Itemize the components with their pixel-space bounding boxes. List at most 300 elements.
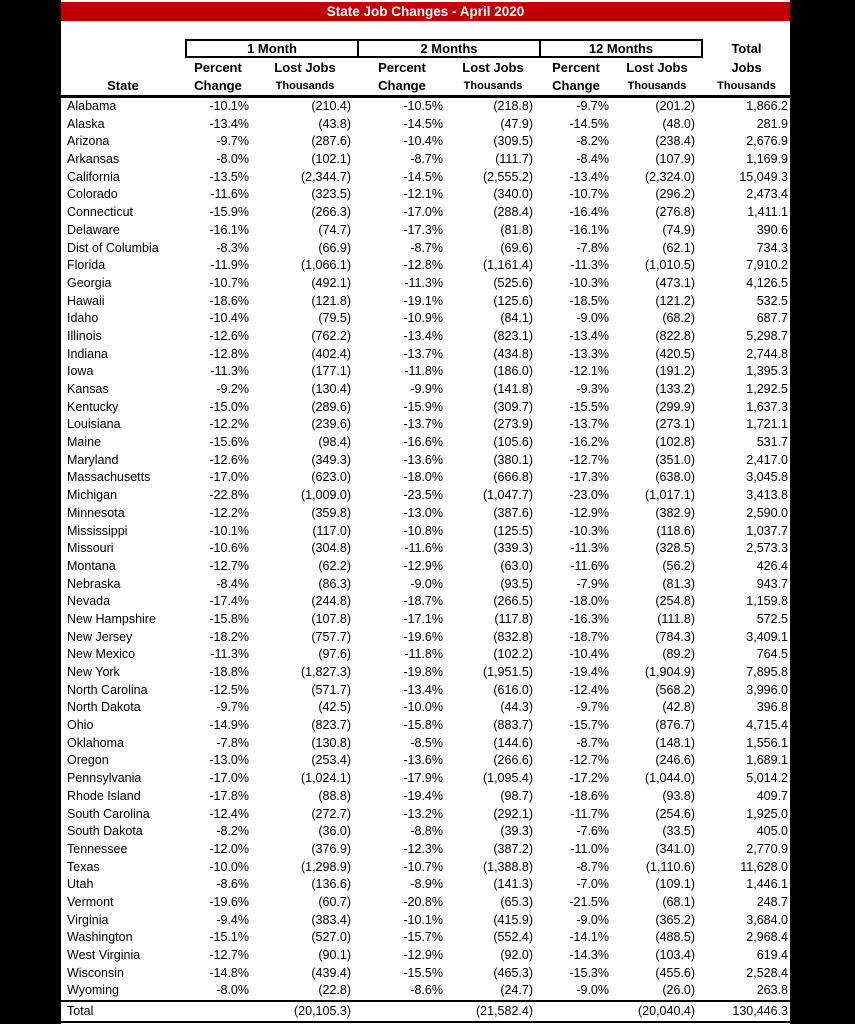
value-cell: -19.8% [403, 665, 443, 679]
value-cell: (304.8) [311, 541, 351, 556]
state-name: Kansas [67, 382, 109, 396]
value-cell: -16.3% [569, 611, 609, 626]
value-cell: 532.5 [756, 293, 788, 308]
value-cell: -7.6% [576, 824, 609, 839]
value-cell: (97.6) [318, 647, 351, 662]
table-row [61, 169, 790, 187]
value-cell: -11.3% [404, 275, 443, 290]
value-cell: (118.6) [656, 523, 695, 538]
value-cell: (822.8) [655, 328, 695, 343]
value-cell: -20.8% [403, 894, 443, 909]
value-cell: (117.0) [312, 523, 351, 538]
state-name: Pennsylvania [67, 771, 142, 786]
value-cell: -12.8% [403, 258, 443, 273]
value-cell: -21.5% [569, 894, 609, 909]
value-cell: 619.4 [756, 948, 788, 962]
value-cell: (89.2) [662, 647, 695, 662]
value-cell: -18.2% [209, 629, 249, 644]
value-cell: -11.3% [570, 541, 609, 556]
value-cell: 11,628.0 [740, 859, 788, 874]
table-row [61, 540, 790, 558]
value-cell: (68.1) [662, 894, 695, 909]
value-cell: 4,126.5 [746, 275, 788, 290]
value-cell: (876.7) [655, 718, 695, 733]
value-cell: (191.2) [655, 364, 695, 379]
value-cell: (273.9) [493, 417, 533, 432]
value-cell: -12.6% [209, 452, 249, 467]
value-cell: (439.4) [311, 965, 351, 980]
value-cell: 7,910.2 [746, 258, 788, 273]
value-cell: 1,866.2 [746, 99, 788, 113]
value-cell: -12.1% [569, 364, 609, 379]
table-row [61, 275, 790, 293]
value-cell: -17.0% [403, 205, 443, 220]
table-row [61, 841, 790, 859]
state-name: Florida [67, 258, 106, 273]
value-cell: (299.9) [655, 399, 695, 414]
value-cell: (383.4) [311, 912, 351, 927]
table-row [61, 576, 790, 594]
value-cell: 1,292.5 [746, 382, 788, 396]
value-cell: -8.6% [216, 877, 249, 892]
table-row [61, 469, 790, 487]
value-cell: -13.5% [209, 169, 249, 184]
table-row [61, 859, 790, 877]
value-cell: -17.9% [403, 771, 443, 786]
table-row [61, 929, 790, 947]
value-cell: (1,904.9) [644, 665, 695, 679]
value-cell: -9.7% [216, 700, 249, 715]
value-cell: -8.3% [216, 240, 249, 255]
value-cell: -16.1% [209, 222, 249, 237]
value-cell: (525.6) [493, 275, 533, 290]
value-cell: (1,161.4) [482, 258, 533, 273]
value-cell: (288.4) [493, 205, 533, 220]
value-cell: (33.5) [662, 824, 695, 839]
value-cell: -8.9% [410, 877, 443, 892]
value-cell: (48.0) [662, 116, 695, 131]
value-cell: -15.1% [209, 930, 249, 945]
value-cell: -14.3% [569, 948, 609, 962]
value-cell: (107.8) [311, 611, 351, 626]
state-name: Massachusetts [67, 470, 151, 485]
value-cell: -19.1% [403, 293, 443, 308]
value-cell: -10.3% [569, 275, 609, 290]
table-row [61, 487, 790, 505]
value-cell: 130,446.3 [732, 1004, 788, 1019]
value-cell: -12.4% [209, 806, 249, 821]
value-cell: 281.9 [756, 116, 788, 131]
value-cell: 263.8 [756, 983, 788, 998]
value-cell: (79.5) [318, 311, 351, 326]
value-cell: -17.1% [403, 611, 443, 626]
value-cell: (93.8) [662, 788, 695, 803]
state-name: North Carolina [67, 682, 148, 697]
value-cell: -13.4% [403, 328, 443, 343]
value-cell: 687.7 [756, 311, 788, 326]
state-name: Vermont [67, 894, 114, 909]
value-cell: (65.3) [500, 894, 533, 909]
value-cell: 2,968.4 [746, 930, 788, 945]
value-cell: 2,676.9 [746, 134, 788, 149]
value-cell: (254.6) [655, 806, 695, 821]
value-cell: (365.2) [655, 912, 695, 927]
state-name: Michigan [67, 488, 118, 503]
value-cell: (420.5) [655, 346, 695, 361]
table-row [61, 788, 790, 806]
value-cell: (1,110.6) [645, 859, 695, 874]
state-name: Illinois [67, 328, 102, 343]
value-cell: (44.3) [500, 700, 533, 715]
value-cell: (69.6) [500, 240, 533, 255]
value-cell: (832.8) [493, 629, 533, 644]
value-cell: -14.5% [403, 116, 443, 131]
value-cell: (244.8) [311, 594, 351, 609]
value-cell: (39.3) [500, 824, 533, 839]
value-cell: -10.4% [209, 311, 249, 326]
value-cell: -15.6% [209, 435, 249, 450]
value-cell: -8.0% [216, 983, 249, 998]
value-cell: 1,637.3 [746, 399, 788, 414]
value-cell: -18.0% [569, 594, 609, 609]
value-cell: -17.3% [403, 222, 443, 237]
value-cell: (382.9) [655, 505, 695, 520]
value-cell: -10.4% [569, 647, 609, 662]
value-cell: -12.7% [569, 753, 609, 768]
value-cell: (351.0) [655, 452, 695, 467]
table-row [61, 682, 790, 700]
state-name: Iowa [67, 364, 94, 379]
state-name: Missouri [67, 541, 114, 556]
total-column-header-line2: Jobs [731, 60, 762, 75]
value-cell: -17.4% [209, 594, 249, 609]
value-cell: -8.7% [410, 152, 443, 167]
table-row [61, 646, 790, 664]
value-cell: 5,298.7 [746, 328, 788, 343]
value-cell: -10.8% [403, 523, 443, 538]
value-cell: -12.9% [403, 948, 443, 962]
value-cell: -23.5% [403, 488, 443, 503]
state-name: Maine [67, 435, 102, 450]
value-cell: -14.8% [209, 965, 249, 980]
value-cell: (98.7) [500, 788, 533, 803]
state-name: Kentucky [67, 399, 119, 414]
value-cell: (287.6) [311, 134, 351, 149]
state-name: South Dakota [67, 824, 143, 839]
state-name: Nevada [67, 594, 111, 609]
table-row [61, 982, 790, 1000]
value-cell: -11.8% [404, 647, 443, 662]
state-name: New York [67, 665, 120, 679]
table-row [61, 894, 790, 912]
value-cell: -11.6% [570, 558, 609, 573]
value-cell: (623.0) [311, 470, 351, 485]
value-cell: -15.8% [403, 718, 443, 733]
percent-change-header-12m: Percent Change [552, 60, 600, 93]
value-cell: (455.6) [655, 965, 695, 980]
value-cell: -12.7% [209, 948, 249, 962]
state-column-header-cell [61, 58, 185, 95]
value-cell: (102.2) [493, 647, 533, 662]
value-cell: 2,590.0 [746, 505, 788, 520]
value-cell: -8.8% [410, 824, 443, 839]
value-cell: -7.0% [576, 877, 609, 892]
table-row [61, 806, 790, 824]
table-row [61, 593, 790, 611]
value-cell: 3,684.0 [746, 912, 788, 927]
table-row [61, 293, 790, 311]
value-cell: (24.7) [500, 983, 533, 998]
value-cell: -10.7% [209, 275, 249, 290]
value-cell: 764.5 [756, 647, 788, 662]
state-name: Oklahoma [67, 735, 124, 750]
value-cell: 7,895.8 [746, 665, 788, 679]
value-cell: -23.0% [569, 488, 609, 503]
value-cell: -12.9% [569, 505, 609, 520]
value-cell: -15.7% [569, 718, 609, 733]
table-row [61, 965, 790, 983]
state-name: North Dakota [67, 700, 141, 715]
value-cell: (133.2) [655, 382, 695, 396]
value-cell: (125.5) [493, 523, 533, 538]
table-body [61, 98, 790, 1000]
state-name: Maryland [67, 452, 119, 467]
value-cell [185, 1002, 251, 1021]
value-cell: (552.4) [493, 930, 533, 945]
table-row [61, 346, 790, 364]
value-cell: 1,689.1 [746, 753, 788, 768]
value-cell: (492.1) [311, 275, 351, 290]
value-cell: (26.0) [662, 983, 695, 998]
state-name: Indiana [67, 346, 109, 361]
value-cell: 405.0 [756, 824, 788, 839]
value-cell: -11.6% [210, 187, 249, 202]
value-cell: -13.7% [403, 417, 443, 432]
value-cell: -15.9% [403, 399, 443, 414]
state-column-header: State [107, 78, 139, 93]
value-cell: (340.0) [493, 187, 533, 202]
state-name: Arkansas [67, 152, 120, 167]
value-cell: (253.4) [311, 753, 351, 768]
value-cell: -14.5% [403, 169, 443, 184]
table-row [61, 523, 790, 541]
value-cell: (349.3) [311, 452, 351, 467]
value-cell: (328.5) [655, 541, 695, 556]
value-cell: (130.8) [311, 735, 351, 750]
value-cell: (246.6) [655, 753, 695, 768]
value-cell: (823.1) [493, 328, 533, 343]
table-row [61, 558, 790, 576]
table-row [61, 186, 790, 204]
value-cell: -15.0% [209, 399, 249, 414]
value-cell: -7.8% [216, 735, 249, 750]
value-cell: (296.2) [655, 187, 695, 202]
table-row [61, 381, 790, 399]
value-cell: (86.3) [318, 576, 351, 591]
table-row [61, 399, 790, 417]
table-row [61, 912, 790, 930]
value-cell: -17.3% [569, 470, 609, 485]
value-cell: (60.7) [318, 894, 351, 909]
state-name: Mississippi [67, 523, 128, 538]
state-name: Arizona [67, 134, 110, 149]
value-cell: -12.4% [569, 682, 609, 697]
value-cell: -12.6% [209, 328, 249, 343]
percent-change-header-2m: Percent Change [378, 60, 426, 93]
table-row [61, 151, 790, 169]
value-cell: 2,417.0 [746, 452, 788, 467]
value-cell: (1,388.8) [482, 859, 533, 874]
value-cell: (111.7) [495, 152, 533, 167]
value-cell: (62.2) [318, 558, 351, 573]
value-cell: -15.7% [403, 930, 443, 945]
value-cell: -9.0% [576, 912, 609, 927]
value-cell: (1,017.1) [644, 488, 695, 503]
value-cell: -10.7% [403, 859, 443, 874]
total-column-header-line3: Thousands [717, 80, 776, 92]
state-name: Alabama [67, 99, 117, 113]
value-cell: 396.8 [756, 700, 788, 715]
table-row [61, 823, 790, 841]
state-name: Dist of Columbia [67, 240, 159, 255]
value-cell: 734.3 [756, 240, 788, 255]
value-cell: -12.9% [403, 558, 443, 573]
value-cell [541, 1002, 611, 1021]
value-cell: -17.8% [209, 788, 249, 803]
value-cell: -8.4% [576, 152, 609, 167]
value-cell: -13.6% [403, 452, 443, 467]
lost-jobs-header-1m: Lost Jobs Thousands [274, 60, 336, 92]
table-row [61, 752, 790, 770]
value-cell: -19.6% [403, 629, 443, 644]
state-name: Rhode Island [67, 788, 141, 803]
value-cell: (376.9) [311, 841, 351, 856]
value-cell: -13.7% [403, 346, 443, 361]
value-cell: (141.8) [493, 382, 533, 396]
value-cell: (292.1) [493, 806, 533, 821]
state-name: Delaware [67, 222, 120, 237]
value-cell: (638.0) [655, 470, 695, 485]
value-cell: 531.7 [756, 435, 788, 450]
total-row [61, 1000, 790, 1023]
value-cell: (88.8) [318, 788, 351, 803]
value-cell: -15.5% [403, 965, 443, 980]
value-cell: 15,049.3 [739, 169, 788, 184]
value-cell: 2,473.4 [746, 187, 788, 202]
state-name: Total [67, 1004, 94, 1019]
value-cell: -14.9% [209, 718, 249, 733]
value-cell: (43.8) [318, 116, 351, 131]
table-row [61, 611, 790, 629]
value-cell: (341.0) [655, 841, 695, 856]
table-row [61, 452, 790, 470]
value-cell: -18.5% [569, 293, 609, 308]
table-row [61, 240, 790, 258]
value-cell: 3,413.8 [746, 488, 788, 503]
value-cell: (56.2) [662, 558, 695, 573]
value-cell: -9.0% [576, 311, 609, 326]
table-row [61, 363, 790, 381]
table-row [61, 257, 790, 275]
value-cell: 5,014.2 [746, 771, 788, 786]
value-cell: (111.8) [657, 611, 695, 626]
value-cell: 1,446.1 [746, 877, 788, 892]
value-cell: 248.7 [756, 894, 788, 909]
table-row [61, 876, 790, 894]
value-cell: (1,298.9) [300, 859, 351, 874]
value-cell: (1,095.4) [482, 771, 533, 786]
lost-jobs-header-2m: Lost Jobs Thousands [462, 60, 524, 92]
value-cell: 409.7 [756, 788, 788, 803]
value-cell: -12.8% [209, 346, 249, 361]
value-cell: -10.1% [209, 99, 249, 113]
value-cell: (81.8) [500, 222, 533, 237]
value-cell: (130.4) [311, 382, 351, 396]
value-cell: -8.7% [576, 859, 609, 874]
table-container [61, 0, 790, 1024]
value-cell: 2,770.9 [746, 841, 788, 856]
value-cell: (238.4) [655, 134, 695, 149]
value-cell: (2,324.0) [644, 169, 695, 184]
value-cell: 3,045.8 [746, 470, 788, 485]
state-name: Wisconsin [67, 965, 124, 980]
value-cell: (103.4) [655, 948, 695, 962]
value-cell: 2,528.4 [746, 965, 788, 980]
value-cell: -8.4% [216, 576, 249, 591]
state-name: New Hampshire [67, 611, 156, 626]
table-row [61, 133, 790, 151]
value-cell: -22.8% [209, 488, 249, 503]
table-row [61, 328, 790, 346]
value-cell: (387.2) [493, 841, 533, 856]
value-cell: (20,040.4) [638, 1004, 695, 1019]
value-cell: -9.0% [410, 576, 443, 591]
value-cell: (20,105.3) [294, 1004, 351, 1019]
value-cell: (266.3) [311, 205, 351, 220]
value-cell: (473.1) [655, 275, 695, 290]
value-cell: (784.3) [655, 629, 695, 644]
value-cell: (62.1) [662, 240, 695, 255]
value-cell: (218.8) [493, 99, 533, 113]
value-cell: -18.6% [569, 788, 609, 803]
value-cell: -9.0% [576, 983, 609, 998]
value-cell: -17.0% [209, 470, 249, 485]
value-cell: (2,344.7) [300, 169, 351, 184]
value-cell: -18.8% [209, 665, 249, 679]
value-cell: (107.9) [655, 152, 695, 167]
value-cell: (1,010.5) [644, 258, 695, 273]
value-cell: -17.2% [569, 771, 609, 786]
value-cell: -12.2% [209, 505, 249, 520]
state-name: Washington [67, 930, 133, 945]
value-cell: -18.7% [403, 594, 443, 609]
value-cell: -11.3% [570, 258, 609, 273]
value-cell: (1,951.5) [482, 665, 533, 679]
value-cell: 2,573.3 [746, 541, 788, 556]
value-cell: (109.1) [655, 877, 695, 892]
table-row [61, 770, 790, 788]
value-cell: -10.9% [403, 311, 443, 326]
state-name: Georgia [67, 275, 112, 290]
value-cell: (74.7) [318, 222, 351, 237]
total-jobs-header [703, 58, 790, 95]
value-cell: -8.6% [410, 983, 443, 998]
value-cell: -13.2% [403, 806, 443, 821]
table-row [61, 947, 790, 965]
value-cell: -10.3% [569, 523, 609, 538]
value-cell: (36.0) [318, 824, 351, 839]
value-cell: -9.7% [216, 134, 249, 149]
